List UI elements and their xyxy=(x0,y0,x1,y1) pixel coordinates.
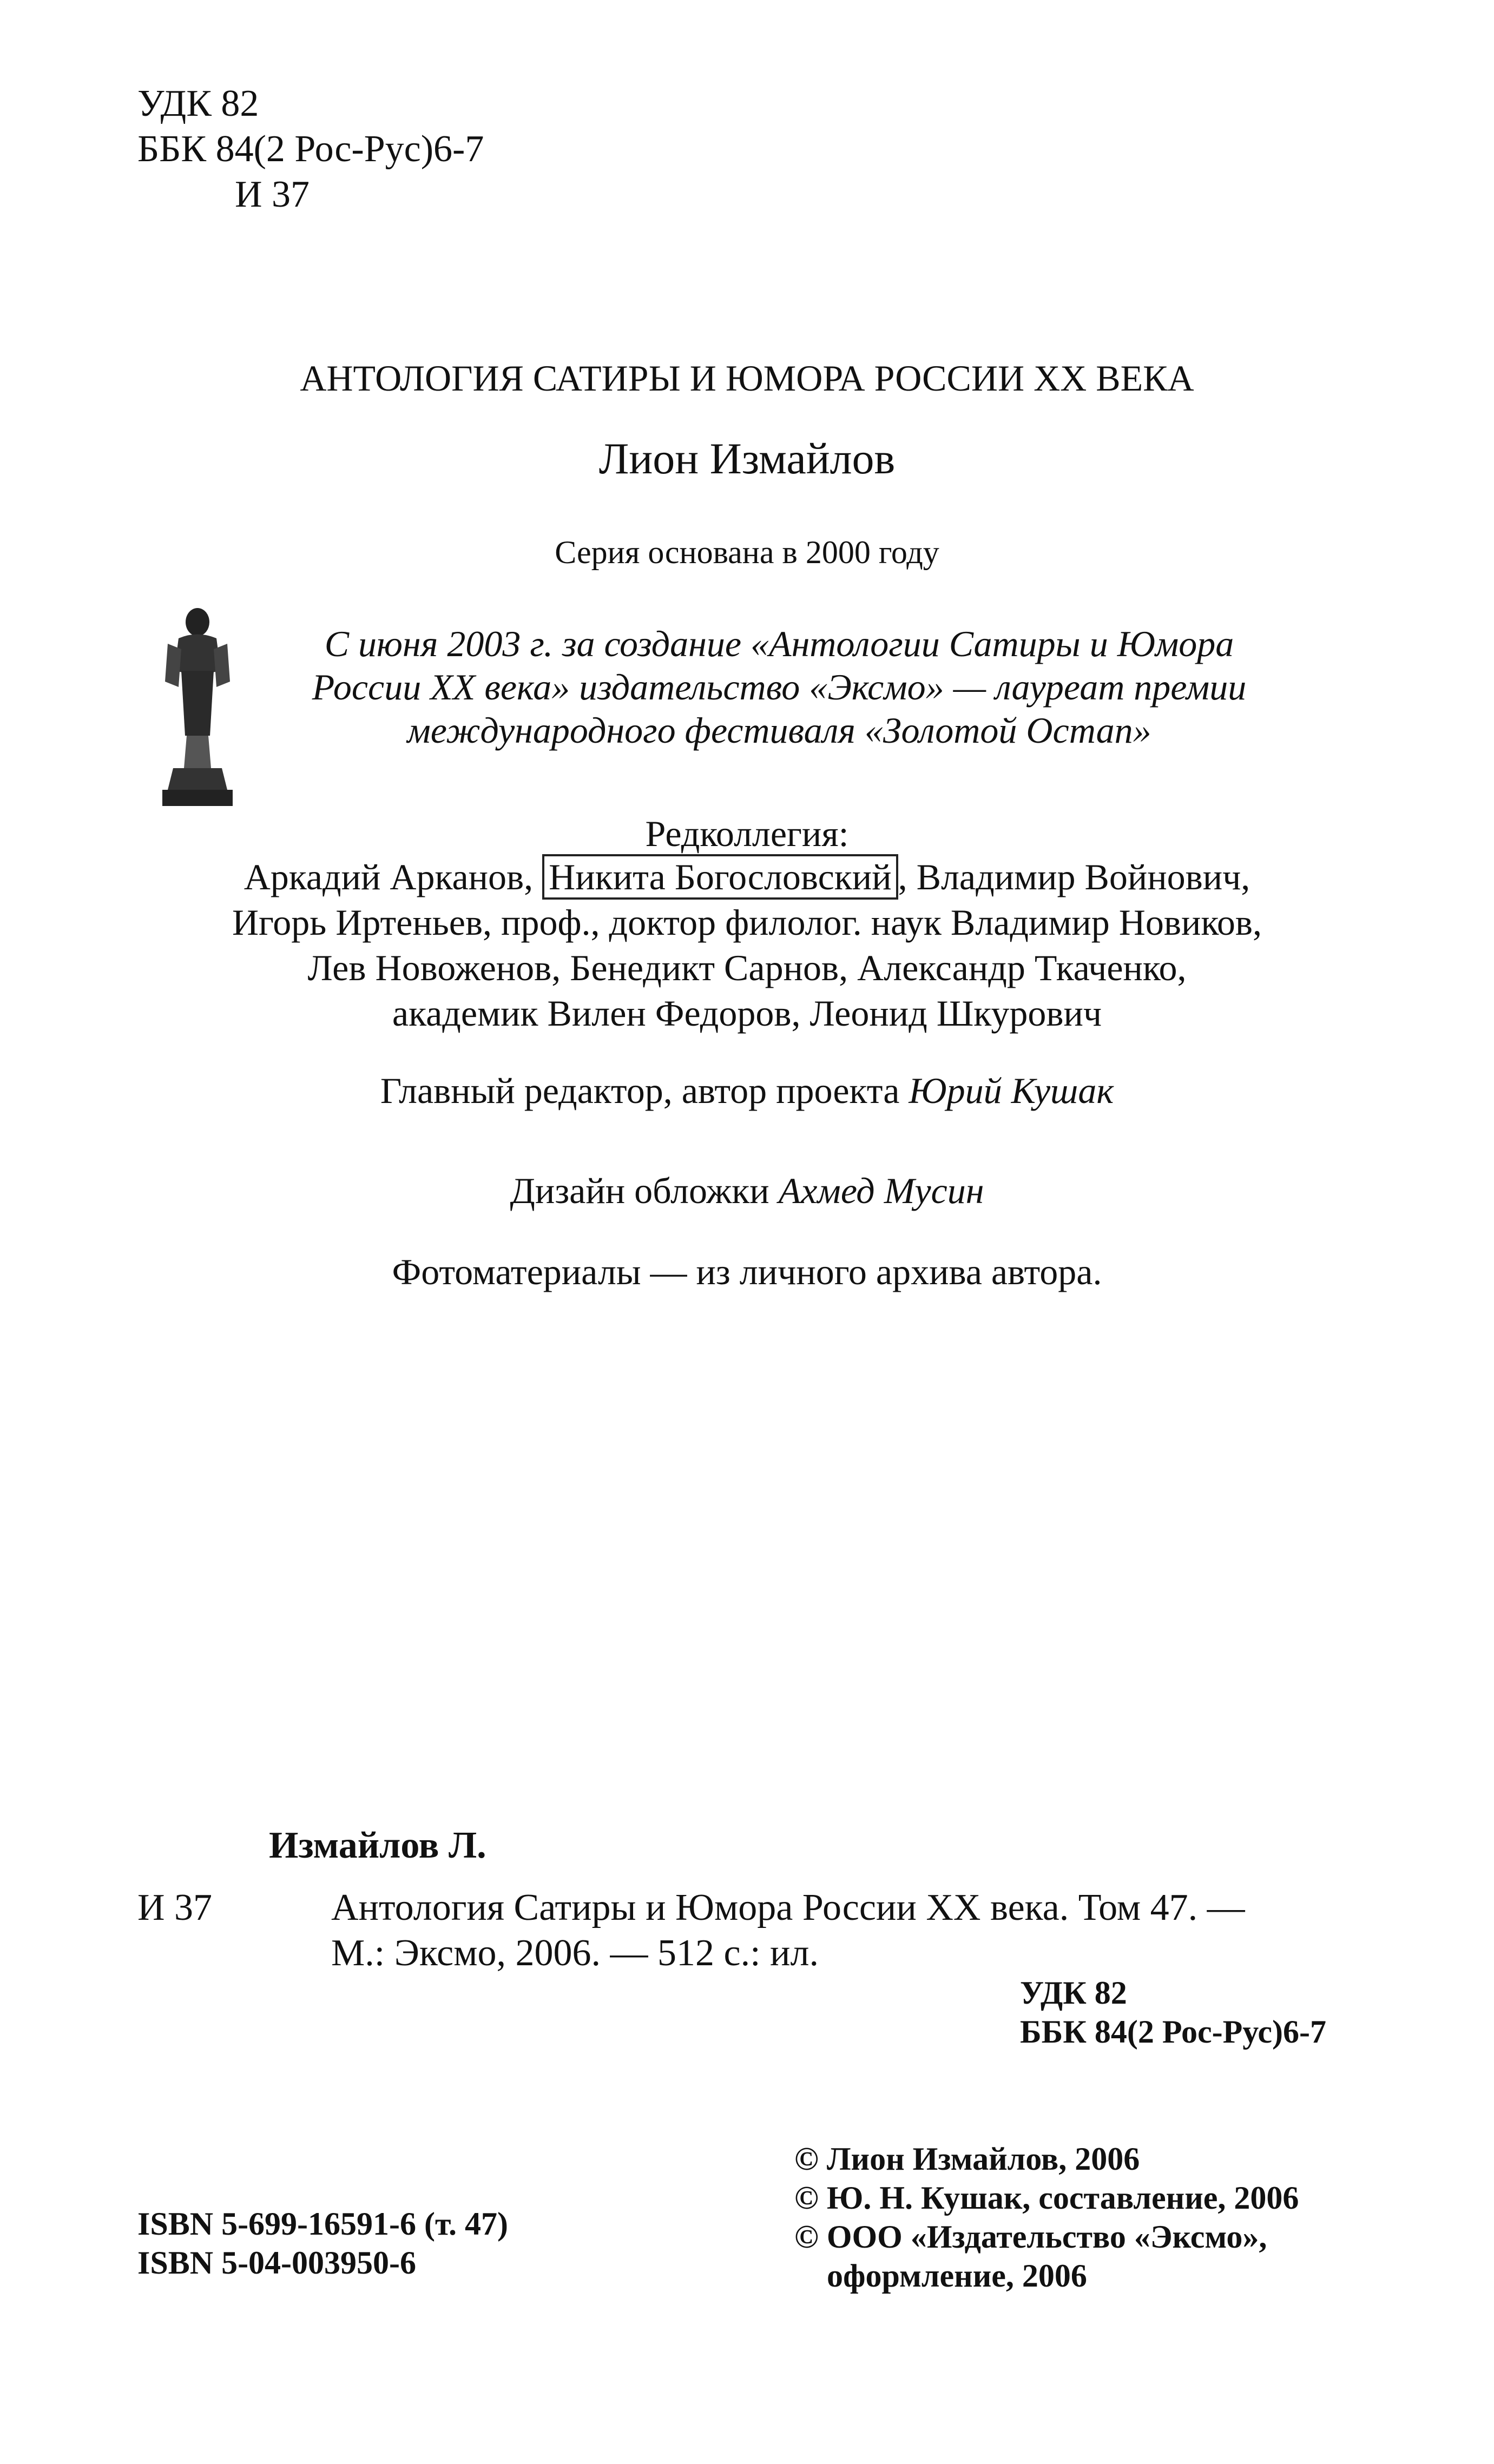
catalog-card-codes xyxy=(1020,1973,1326,2051)
editorial-board-members xyxy=(0,855,1494,1036)
isbn-line: ISBN 5-699-16591-6 (т. 47) xyxy=(137,2206,508,2242)
board-line xyxy=(0,855,1494,900)
catalog-card-index: И 37 xyxy=(137,1887,213,1928)
isbn-block xyxy=(137,2204,508,2282)
copyright-block xyxy=(794,2139,1299,2295)
udk-code: УДК 82 xyxy=(137,83,259,124)
award-line: международного фестиваля «Золотой Остап» xyxy=(407,710,1151,751)
award-note xyxy=(238,622,1320,752)
board-names: , Владимир Войнович, xyxy=(898,856,1251,897)
design-label: Дизайн обложки xyxy=(510,1170,779,1211)
board-line: Лев Новоженов, Бенедикт Сарнов, Александр Ткаченко, xyxy=(307,947,1187,988)
photo-credit: Фотоматериалы — из личного архива автора. xyxy=(392,1251,1102,1292)
editor-label: Главный редактор, автор проекта xyxy=(380,1070,909,1111)
copyright-line: © Ю. Н. Кушак, составление, 2006 xyxy=(794,2180,1299,2216)
board-line: академик Вилен Федоров, Леонид Шкурович xyxy=(392,993,1102,1034)
designer-name: Ахмед Мусин xyxy=(778,1170,984,1211)
copyright-line: оформление, 2006 xyxy=(827,2258,1087,2294)
editor-name: Юрий Кушак xyxy=(909,1070,1114,1111)
bbk-code: ББК 84(2 Рос-Рус)6-7 xyxy=(137,128,484,170)
author-index: И 37 xyxy=(235,174,310,215)
author-name: Лион Измайлов xyxy=(598,434,896,483)
bbk-code: ББК 84(2 Рос-Рус)6-7 xyxy=(1020,2014,1326,2050)
board-names: Аркадий Арканов, xyxy=(243,856,543,897)
chief-editor xyxy=(0,1068,1494,1113)
series-note: Серия основана в 2000 году xyxy=(555,534,939,570)
award-line: С июня 2003 г. за создание «Антологии Сатиры и Юмора xyxy=(324,623,1234,664)
anthology-title: АНТОЛОГИЯ САТИРЫ И ЮМОРА РОССИИ XX ВЕКА xyxy=(300,358,1194,399)
editorial-board-heading: Редколлегия: xyxy=(645,813,849,854)
catalog-card-line: Антология Сатиры и Юмора России XX века. Том 47. — xyxy=(331,1887,1245,1928)
copyright-line: © ООО «Издательство «Эксмо», xyxy=(794,2219,1267,2255)
isbn-line: ISBN 5-04-003950-6 xyxy=(137,2245,417,2281)
catalog-card-description xyxy=(331,1885,1245,1976)
copyright-line: © Лион Измайлов, 2006 xyxy=(794,2141,1140,2177)
catalog-card-line: М.: Эксмо, 2006. — 512 с.: ил. xyxy=(331,1932,819,1974)
boxed-name: Никита Богословский xyxy=(542,854,898,900)
award-line: России XX века» издательство «Эксмо» — лауреат премии xyxy=(312,666,1247,708)
statuette-icon xyxy=(157,606,238,811)
catalog-card-author: Измайлов Л. xyxy=(269,1825,486,1866)
classification-header xyxy=(137,81,484,217)
cover-design xyxy=(0,1168,1494,1213)
udk-code: УДК 82 xyxy=(1020,1975,1127,2011)
board-line: Игорь Иртеньев, проф., доктор филолог. наук Владимир Новиков, xyxy=(232,902,1262,943)
